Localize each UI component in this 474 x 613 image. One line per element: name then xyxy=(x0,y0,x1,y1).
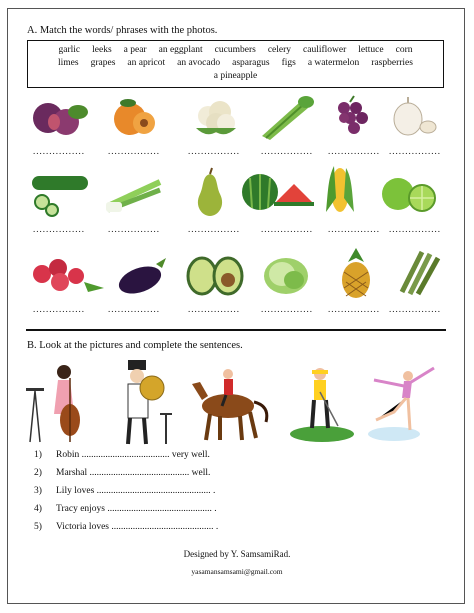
word-bank-item: figs xyxy=(281,58,296,68)
word-bank-item: leeks xyxy=(92,45,112,55)
designer-credit: Designed by Y. SamsamiRad. xyxy=(183,549,291,559)
ice-skater-image xyxy=(364,360,444,444)
word-bank-item: an avocado xyxy=(177,58,221,68)
blank-line[interactable]: ................ xyxy=(328,304,380,314)
section-b-title: B. Look at the pictures and complete the sentences. xyxy=(27,340,243,351)
word-bank-row-3 xyxy=(28,71,443,81)
cauliflower-image xyxy=(186,92,244,142)
word-bank-item: grapes xyxy=(90,58,116,68)
word-bank-item: lettuce xyxy=(358,45,384,55)
horse-rider-image xyxy=(186,366,276,442)
word-bank-row-2 xyxy=(28,58,443,68)
watermelon-image xyxy=(238,170,318,216)
sentence-4: 4) Tracy enjoys ............................................ . xyxy=(34,504,217,514)
blank-line[interactable]: ................ xyxy=(33,304,85,314)
section-a-title: A. Match the words/ phrases with the photos. xyxy=(27,25,218,36)
golfer-image xyxy=(288,362,356,444)
word-bank-item: a pineapple xyxy=(213,71,258,81)
word-bank-item: garlic xyxy=(58,45,81,55)
blank-line[interactable]: ................ xyxy=(188,224,240,234)
sentence-5: 5) Victoria loves ........................................... . xyxy=(34,522,219,532)
blank-line[interactable]: ................ xyxy=(261,304,313,314)
limes-image xyxy=(372,170,444,216)
raspberries-image xyxy=(26,252,108,296)
leeks-image xyxy=(104,172,164,216)
corn-image xyxy=(320,162,360,218)
word-bank-item: a watermelon xyxy=(307,58,360,68)
cello-player-image xyxy=(20,358,92,444)
cucumbers-image xyxy=(26,168,92,218)
apricot-image xyxy=(104,92,164,142)
word-bank-item: corn xyxy=(395,45,413,55)
lettuce-image xyxy=(258,250,314,298)
section-divider xyxy=(26,329,446,331)
blank-line[interactable]: ................ xyxy=(389,224,441,234)
sentence-3: 3) Lily loves ................................................ . xyxy=(34,486,216,496)
blank-line[interactable]: ................ xyxy=(108,146,160,156)
grapes-image xyxy=(330,94,374,140)
sentence-2: 2) Marshal .......................................... well. xyxy=(34,468,211,478)
garlic-image xyxy=(388,93,442,141)
sentence-1: 1) Robin ..................................... very well. xyxy=(34,450,210,460)
blank-line[interactable]: ................ xyxy=(261,146,313,156)
blank-line[interactable]: ................ xyxy=(261,224,313,234)
word-bank-item: raspberries xyxy=(371,58,413,68)
word-bank-item: a pear xyxy=(123,45,147,55)
avocado-image xyxy=(184,252,246,298)
blank-line[interactable]: ................ xyxy=(108,224,160,234)
blank-line[interactable]: ................ xyxy=(33,146,85,156)
celery-image xyxy=(256,92,316,142)
blank-line[interactable]: ................ xyxy=(328,146,380,156)
word-bank-item: an apricot xyxy=(127,58,166,68)
blank-line[interactable]: ................ xyxy=(33,224,85,234)
blank-line[interactable]: ................ xyxy=(108,304,160,314)
pear-image xyxy=(190,166,230,218)
blank-line[interactable]: ................ xyxy=(328,224,380,234)
word-bank-item: cauliflower xyxy=(303,45,347,55)
blank-line[interactable]: ................ xyxy=(389,304,441,314)
word-bank-row-1 xyxy=(28,45,443,55)
word-bank-item: cucumbers xyxy=(214,45,256,55)
figs-image xyxy=(26,92,92,142)
asparagus-image xyxy=(396,246,444,296)
blank-line[interactable]: ................ xyxy=(389,146,441,156)
blank-line[interactable]: ................ xyxy=(188,146,240,156)
blank-line[interactable]: ................ xyxy=(188,304,240,314)
word-bank-item: limes xyxy=(58,58,79,68)
word-bank-item: an eggplant xyxy=(158,45,203,55)
tuba-player-image xyxy=(108,358,174,446)
word-bank-item: asparagus xyxy=(232,58,270,68)
pineapple-image xyxy=(334,244,378,300)
eggplant-image xyxy=(114,252,170,298)
word-bank-item: celery xyxy=(267,45,292,55)
designer-email: yasamansamsami@gmail.com xyxy=(191,567,283,576)
word-bank xyxy=(27,40,444,88)
